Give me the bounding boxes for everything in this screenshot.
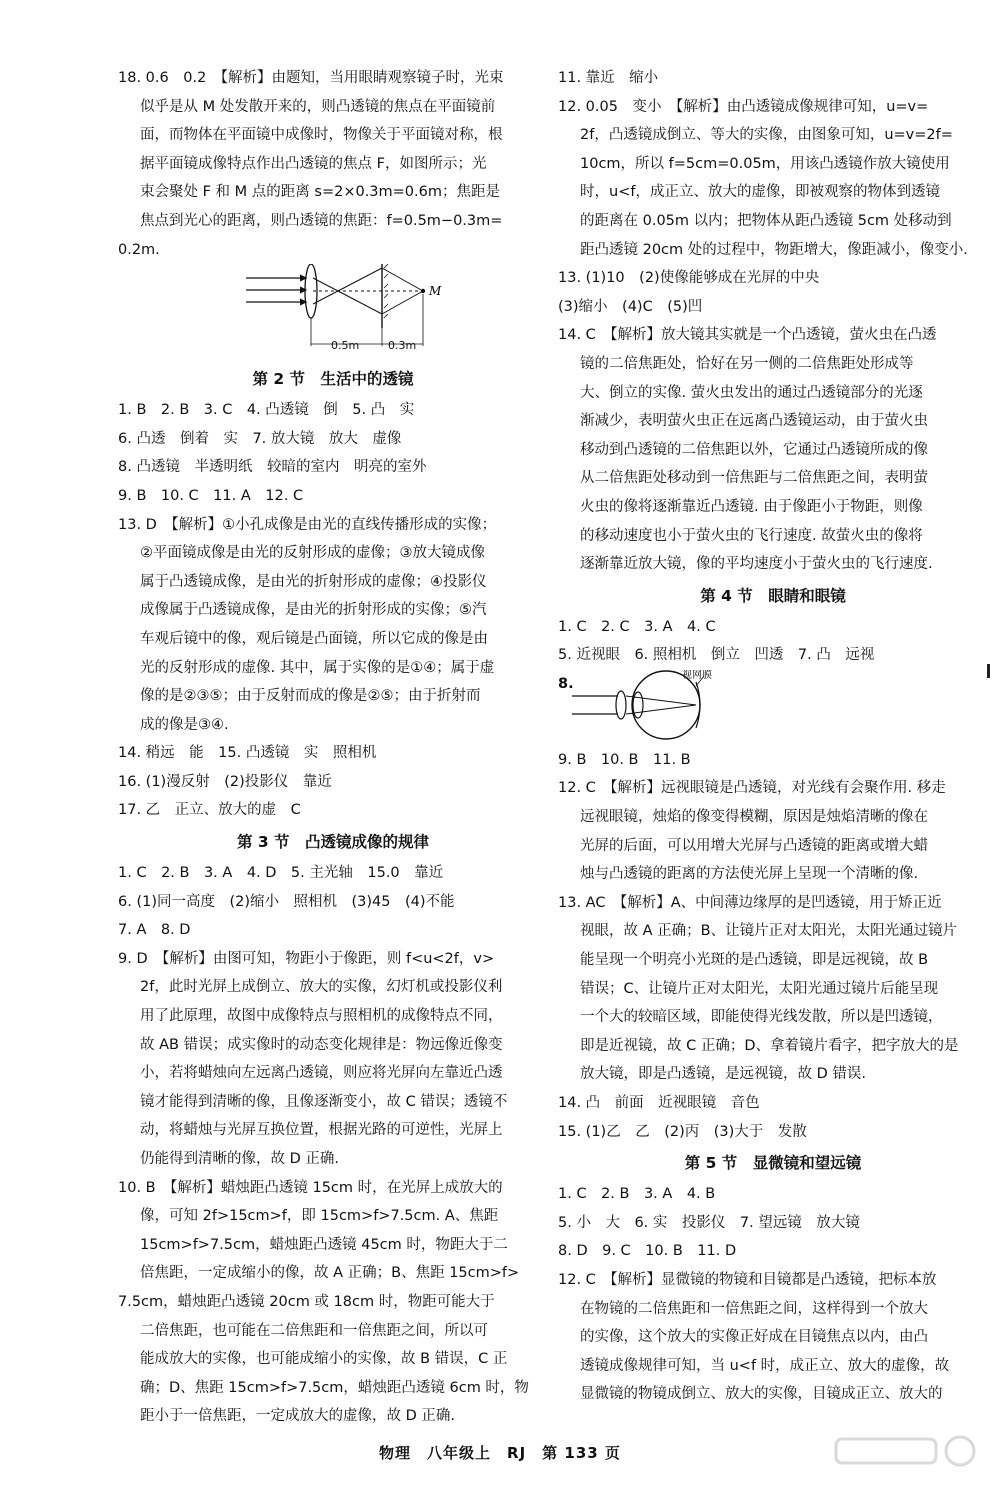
text-line: 12. C 【解析】远视眼镜是凸透镜，对光线有会聚作用. 移走: [558, 780, 946, 797]
text-line: 逐渐靠近放大镜，像的平均速度小于萤火虫的飞行速度.: [580, 556, 933, 573]
text-line: 远视眼镜，烛焰的像变得模糊，原因是烛焰清晰的像在: [580, 809, 928, 826]
right-block-c: [558, 746, 988, 1146]
watermark-logo: [832, 1433, 982, 1480]
text-line: 18. 0.6 0.2 【解析】由题知，当用眼睛观察镜子时，光束: [118, 70, 504, 86]
text-line: 成的像是③④.: [140, 716, 229, 733]
text-line: 车观后镜中的像，观后镜是凸面镜，所以它成的像是由: [140, 630, 488, 647]
text-line: 13. D 【解析】①小孔成像是由光的直线传播形成的实像；: [118, 516, 497, 533]
text-line: 移动到凸透镜的二倍焦距以外，它通过凸透镜所成的像: [580, 441, 928, 458]
text-line: (3)缩小 (4)C (5)凹: [558, 298, 703, 315]
text-line: 属于凸透镜成像，是由光的折射形成的虚像；④投影仪: [140, 573, 487, 590]
text-line: 7. A 8. D: [118, 922, 191, 939]
text-line: 9. B 10. C 11. A 12. C: [118, 487, 304, 504]
text-line: 透镜成像规律可知，当 u<f 时，成正立、放大的虚像，故: [580, 1357, 950, 1374]
text-line: 13. (1)10 (2)使像能够成在光屏的中央: [558, 270, 820, 287]
text-line: 的移动速度也小于萤火虫的飞行速度. 故萤火虫的像将: [580, 527, 923, 544]
text-line: 烛与凸透镜的距离的方法使光屏上呈现一个清晰的像.: [580, 866, 919, 883]
text-line: 0.2m.: [118, 241, 160, 258]
margin-mark: [987, 664, 990, 678]
text-line: 从二倍焦距处移动到一倍焦距与二倍焦距之间，表明萤: [580, 470, 928, 487]
dim-label-2: 0.3m: [388, 339, 417, 353]
text-line: 错误；C、让镜片正对太阳光，太阳光通过镜片后能呈现: [580, 980, 939, 997]
text-line: 动，将蜡烛与光屏互换位置，根据光路的可逆性，光屏上: [140, 1122, 503, 1139]
text-line: 15. (1)乙 乙 (2)丙 (3)大于 发散: [558, 1123, 807, 1140]
section-title-4: 第 4 节 眼睛和眼镜: [700, 586, 846, 605]
text-line: 故 AB 错误；成实像时的动态变化规律是：物远像近像变: [140, 1036, 503, 1053]
text-line: 视眼，故 A 正确；B、让镜片正对太阳光，太阳光通过镜片: [580, 923, 958, 940]
right-block-d: [558, 1180, 988, 1409]
text-line: 一个大的较暗区域，即能使得光线发散，所以是凹透镜，: [580, 1009, 943, 1026]
text-line: ②平面镜成像是由光的反射形成的虚像；③放大镜成像: [140, 545, 485, 562]
section-title-3: 第 3 节 凸透镜成像的规律: [236, 833, 430, 852]
point-m-label: M: [429, 284, 442, 299]
text-line: 像，可知 2f>15cm>f，即 15cm>f>7.5cm. A、焦距: [140, 1208, 499, 1225]
text-line: 11. 靠近 缩小: [558, 70, 659, 86]
text-line: 镜的二倍焦距处，恰好在另一侧的二倍焦距处形成等: [580, 355, 914, 372]
lens-mirror-diagram: [118, 264, 548, 362]
text-line: 14. 凸 前面 近视眼镜 音色: [558, 1095, 760, 1111]
text-line: 火虫的像将逐渐靠近凸透镜. 由于像距小于物距，则像: [580, 498, 923, 515]
text-line: 9. B 10. B 11. B: [558, 751, 691, 768]
eye-figure: [558, 670, 988, 746]
item-8-number: 8.: [558, 675, 574, 692]
text-line: 9. D 【解析】由图可知，物距小于像距，则 f<u<2f，v>: [118, 950, 495, 967]
section-title-5: 第 5 节 显微镜和望远镜: [684, 1154, 862, 1173]
text-line: 7.5cm，蜡烛距凸透镜 20cm 或 18cm 时，物距可能大于: [118, 1293, 495, 1310]
watermark-graphic: [832, 1433, 982, 1473]
text-line: 2f，凸透镜成倒立、等大的实像，由图象可知，u=v=2f=: [580, 127, 953, 144]
text-line: 10. B 【解析】蜡烛距凸透镜 15cm 时，在光屏上成放大的: [118, 1179, 503, 1196]
text-line: 1. C 2. B 3. A 4. B: [558, 1186, 716, 1203]
text-line: 14. C 【解析】放大镜其实就是一个凸透镜，萤火虫在凸透: [558, 327, 937, 344]
lens-mirror-figure: [118, 264, 548, 362]
text-line: 8. D 9. C 10. B 11. D: [558, 1243, 737, 1260]
text-line: 16. (1)漫反射 (2)投影仪 靠近: [118, 773, 332, 790]
text-line: 面，而物体在平面镜中成像时，物像关于平面镜对称，根: [140, 127, 503, 144]
text-line: 1. B 2. B 3. C 4. 凸透镜 倒 5. 凸 实: [118, 402, 415, 419]
text-line: 束会聚处 F 和 M 点的距离 s=2×0.3m=0.6m；焦距是: [140, 184, 500, 201]
text-line: 光屏的后面，可以用增大光屏与凸透镜的距离或增大蜡: [580, 837, 928, 854]
text-line: 12. 0.05 变小 【解析】由凸透镜成像规律可知，u=v=: [558, 98, 929, 115]
right-column: [558, 64, 988, 1409]
text-line: 成像属于凸透镜成像，是由光的折射形成的实像；⑤汽: [140, 602, 487, 619]
text-line: 距小于一倍焦距，一定成放大的虚像，故 D 正确.: [140, 1408, 455, 1425]
right-block-b: [558, 613, 988, 670]
text-line: 1. C 2. C 3. A 4. C: [558, 618, 716, 635]
text-line: 15cm>f>7.5cm，蜡烛距凸透镜 45cm 时，物距大于二: [140, 1236, 508, 1253]
text-line: 10cm，所以 f=5cm=0.05m，用该凸透镜作放大镜使用: [580, 155, 950, 172]
text-line: 小，若将蜡烛向左远离凸透镜，则应将光屏向左靠近凸透: [140, 1065, 503, 1082]
text-line: 能呈现一个明亮小光斑的是凸透镜，即是远视镜，故 B: [580, 952, 929, 969]
dim-label-1: 0.5m: [331, 339, 360, 353]
text-line: 的实像，这个放大的实像正好成在目镜焦点以内，由凸: [580, 1329, 928, 1346]
text-line: 大、倒立的实像. 萤火虫发出的通过凸透镜部分的光逐: [580, 384, 923, 401]
text-line: 二倍焦距，也可能在二倍焦距和一倍焦距之间，所以可: [140, 1322, 488, 1339]
text-line: 2f，此时光屏上成倒立、放大的实像，幻灯机或投影仪利: [140, 979, 503, 996]
text-line: 6. (1)同一高度 (2)缩小 照相机 (3)45 (4)不能: [118, 893, 455, 910]
text-line: 显微镜的物镜成倒立、放大的实像，目镜成正立、放大的: [580, 1386, 943, 1403]
text-line: 倍焦距，一定成缩小的像，故 A 正确；B、焦距 15cm>f>: [140, 1265, 520, 1282]
text-line: 放大镜，即是凸透镜，是远视镜，故 D 错误.: [580, 1066, 866, 1083]
text-line: 渐减少，表明萤火虫正在远离凸透镜运动，由于萤火虫: [580, 413, 928, 430]
left-block-a: [118, 64, 548, 264]
text-line: 6. 凸透 倒着 实 7. 放大镜 放大 虚像: [118, 430, 402, 447]
text-line: 14. 稍远 能 15. 凸透镜 实 照相机: [118, 745, 377, 762]
text-line: 焦点到光心的距离，则凸透镜的焦距：f=0.5m−0.3m=: [140, 212, 503, 229]
right-block-a: [558, 64, 988, 579]
eye-diagram: [558, 670, 988, 746]
text-line: 像的是②③⑤；由于反射而成的像是②⑤；由于折射而: [140, 688, 481, 705]
text-line: 镜才能得到清晰的像，且像逐渐变小，故 C 错误；透镜不: [140, 1093, 508, 1110]
section-title-2: 第 2 节 生活中的透镜: [252, 370, 414, 389]
text-line: 时，u<f，成正立、放大的虚像，即被观察的物体到透镜: [580, 184, 940, 201]
text-line: 的距离在 0.05m 以内；把物体从距凸透镜 5cm 处移动到: [580, 212, 952, 229]
text-line: 1. C 2. B 3. A 4. D 5. 主光轴 15.0 靠近: [118, 865, 444, 882]
text-line: 12. C 【解析】显微镜的物镜和目镜都是凸透镜，把标本放: [558, 1271, 937, 1288]
text-line: 光的反射形成的虚像. 其中，属于实像的是①④；属于虚: [140, 659, 495, 676]
text-line: 17. 乙 正立、放大的虚 C: [118, 802, 301, 819]
text-line: 5. 小 大 6. 实 投影仪 7. 望远镜 放大镜: [558, 1214, 860, 1231]
page-footer: 物理 八年级上 RJ 第 133 页: [379, 1444, 621, 1462]
text-line: 仍能得到清晰的像，故 D 正确.: [140, 1151, 339, 1167]
text-line: 确；D、焦距 15cm>f>7.5cm，蜡烛距凸透镜 6cm 时，物: [140, 1379, 529, 1396]
left-block-c: [118, 859, 548, 1431]
text-line: 用了此原理，故图中成像特点与照相机的成像特点不同，: [140, 1008, 503, 1025]
left-block-b: [118, 396, 548, 825]
text-line: 5. 近视眼 6. 照相机 倒立 凹透 7. 凸 远视: [558, 647, 875, 664]
text-line: 距凸透镜 20cm 处的过程中，物距增大，像距减小，像变小.: [580, 241, 968, 258]
text-line: 似乎是从 M 处发散开来的，则凸透镜的焦点在平面镜前: [140, 98, 496, 115]
text-line: 13. AC 【解析】A、中间薄边缘厚的是凹透镜，用于矫正近: [558, 894, 942, 911]
text-line: 8. 凸透镜 半透明纸 较暗的室内 明亮的室外: [118, 459, 427, 476]
text-line: 据平面镜成像特点作出凸透镜的焦点 F，如图所示；光: [140, 155, 487, 172]
text-line: 即是近视镜，故 C 正确；D、拿着镜片看字，把字放大的是: [580, 1037, 959, 1054]
retina-label: 视网膜: [682, 669, 712, 681]
left-column: [118, 64, 548, 1431]
text-line: 在物镜的二倍焦距和一倍焦距之间，这样得到一个放大: [580, 1300, 928, 1317]
text-line: 能成放大的实像，也可能成缩小的实像，故 B 错误，C 正: [140, 1351, 508, 1368]
